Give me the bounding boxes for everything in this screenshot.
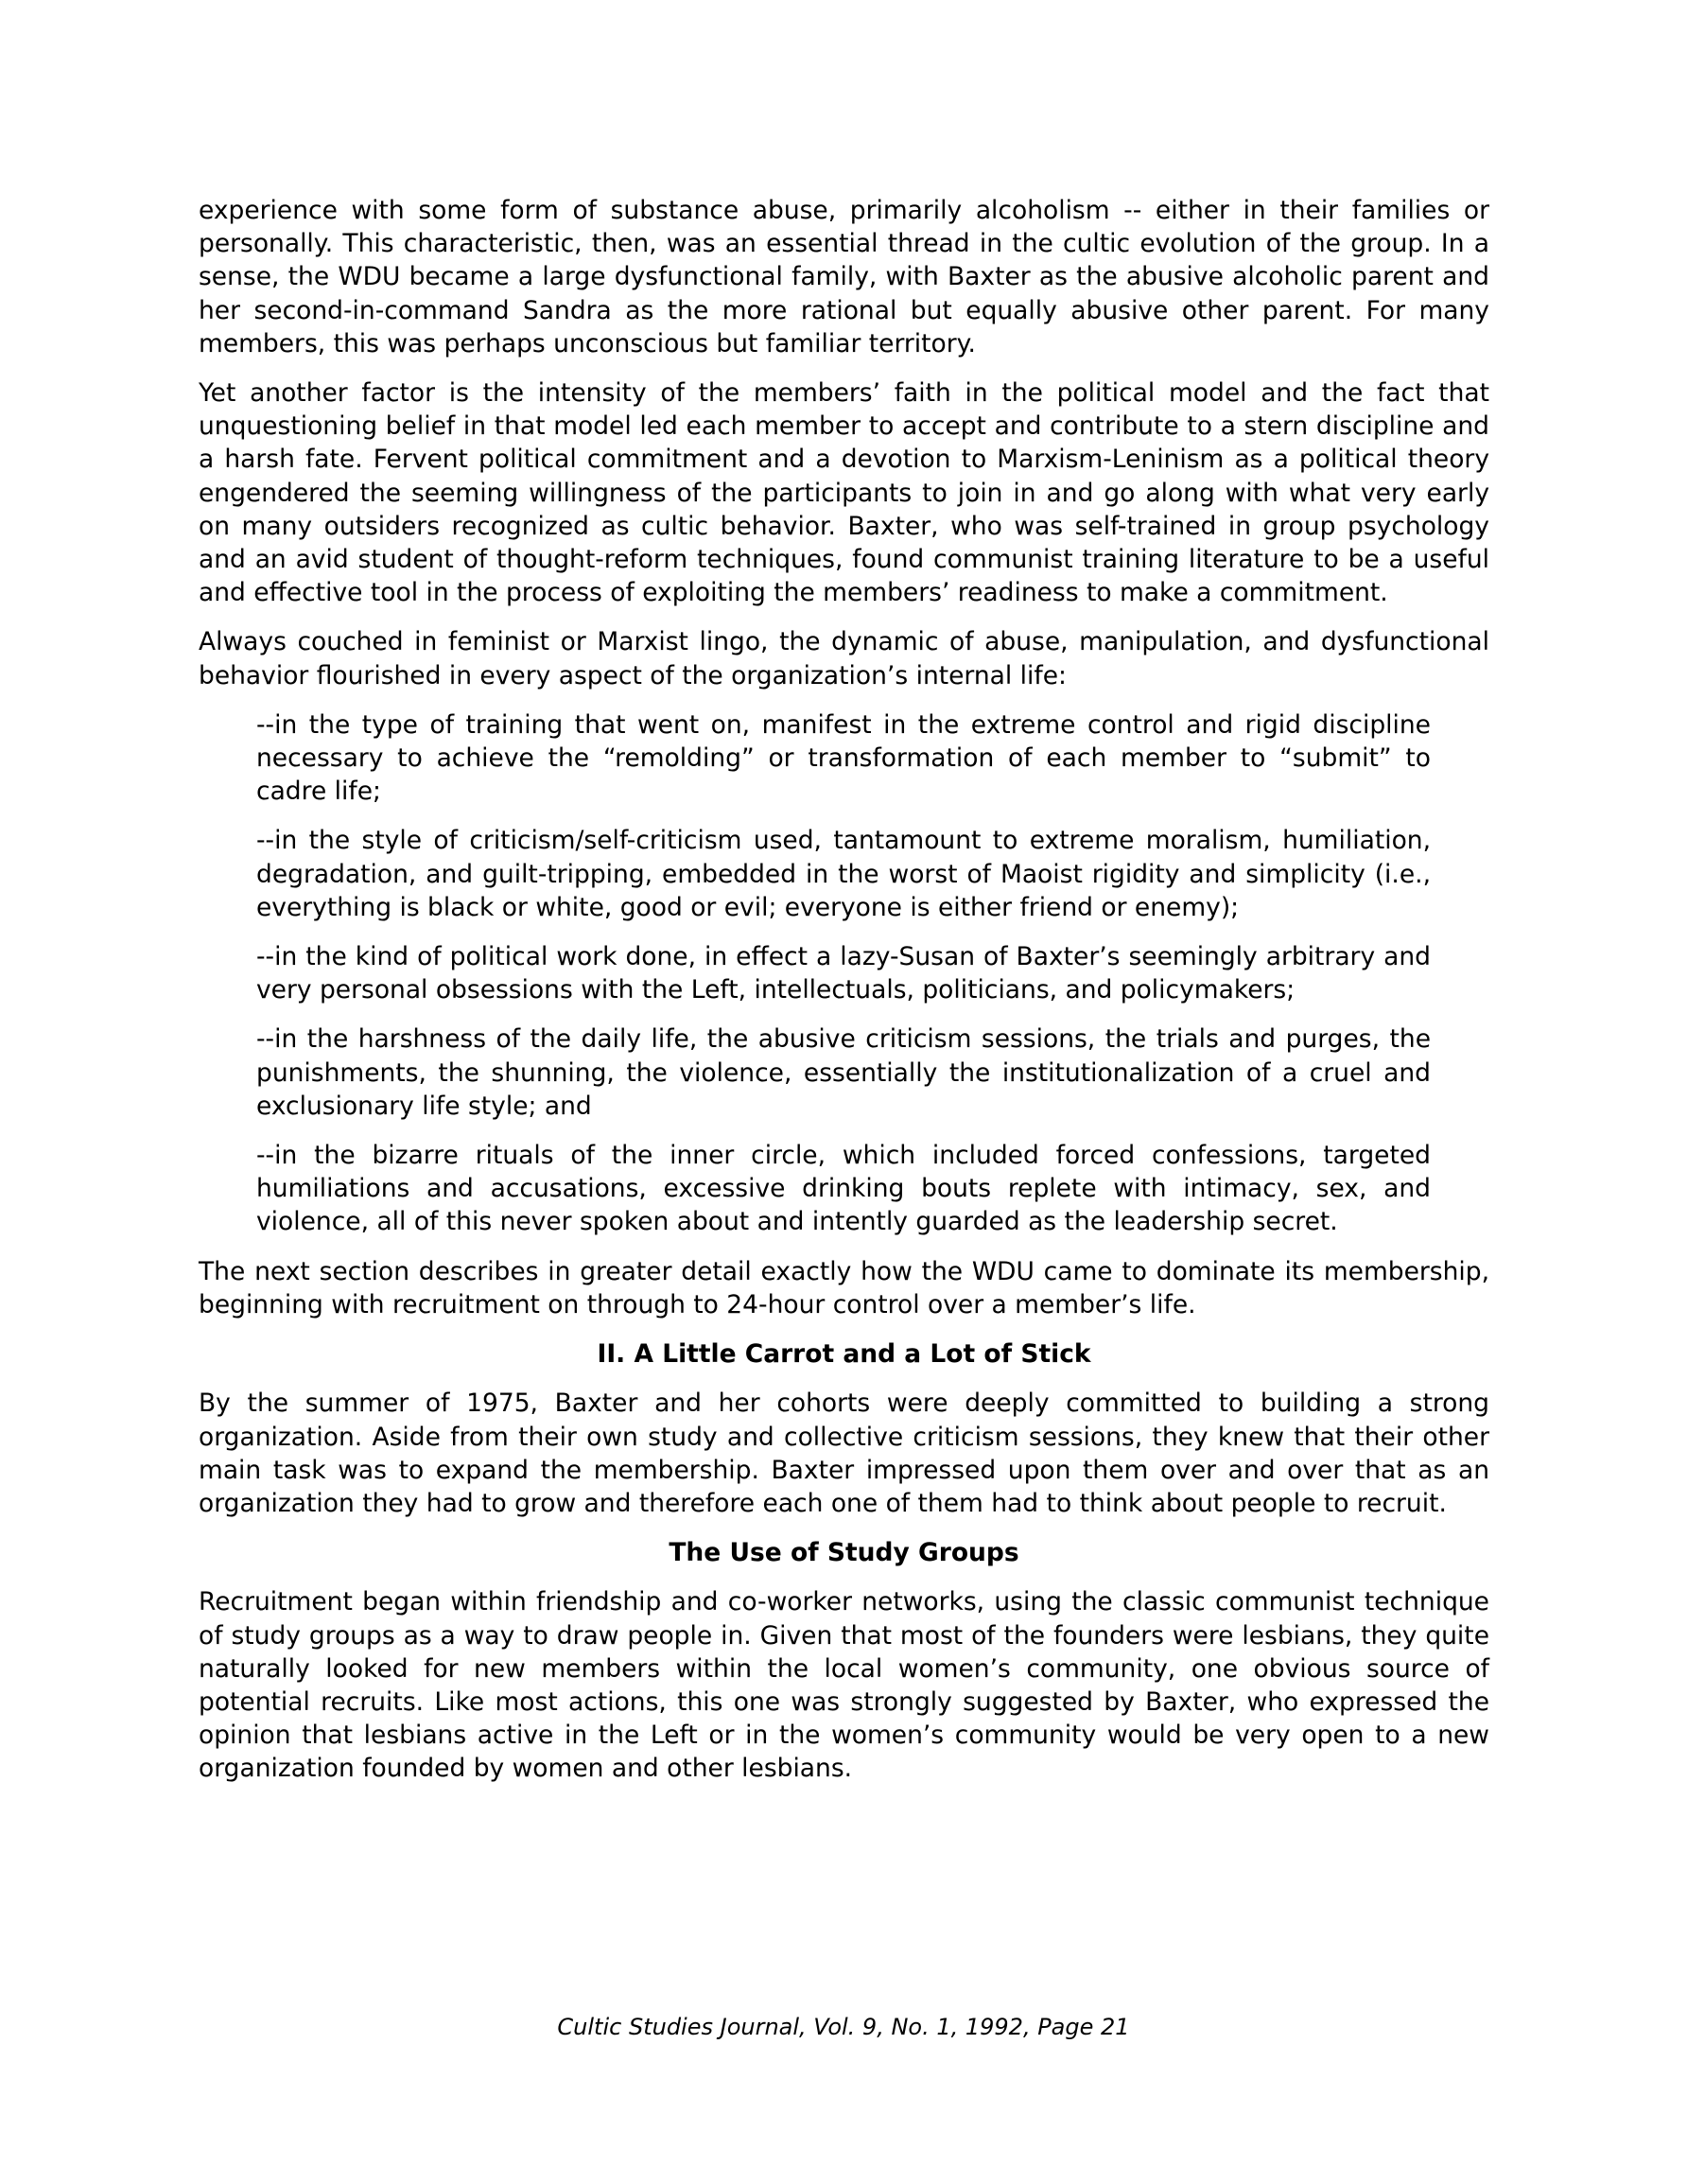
- indented-item-training: --in the type of training that went on, manifest in the extreme control and rigid discipline necessary to achieve the “remolding” or transformation of each member to “submit” to cadre life;: [256, 709, 1431, 807]
- paragraph-next-section: The next section describes in greater detail exactly how the WDU came to dominate its membership, beginning with recruitment on through to 24-hour control over a member’s life.: [199, 1256, 1489, 1319]
- paragraph-recruitment: Recruitment began within friendship and co-worker networks, using the classic communist technique of study groups as a way to draw people in. Given that most of the founders were lesbians, they quite naturally looked for new members within the local women’s community, one obvious source of potential recruits. Like most actions, this one was strongly suggested by Baxter, who expressed the opinion that lesbians active in the Left or in the women’s community would be very open to a new organization founded by women and other lesbians.: [199, 1587, 1489, 1784]
- page-footer: Cultic Studies Journal, Vol. 9, No. 1, 1992, Page 21: [557, 2014, 1130, 2040]
- subsection-heading-study-groups: The Use of Study Groups: [669, 1538, 1019, 1568]
- indented-item-inner-circle: --in the bizarre rituals of the inner circle, which included forced confessions, targeted humiliations and accusations, excessive drinking bouts replete with intimacy, sex, and violence, all of this never spoken about and intently guarded as the leadership secret.: [256, 1141, 1431, 1237]
- indented-item-criticism: --in the style of criticism/self-criticism used, tantamount to extreme moralism, humiliation, degradation, and guilt-tripping, embedded in the worst of Maoist rigidity and simplicity (i.e., everything is black or white, good or evil; everyone is either friend or enemy);: [256, 826, 1431, 922]
- document-body: [199, 194, 1489, 1802]
- paragraph-feminist-marxist-lingo: Always couched in feminist or Marxist lingo, the dynamic of abuse, manipulation, and dysfunctional behavior flourished in every aspect of the organization’s internal life:: [199, 627, 1489, 690]
- section-heading-carrot-stick: II. A Little Carrot and a Lot of Stick: [597, 1339, 1091, 1370]
- paragraph-substance-abuse: experience with some form of substance abuse, primarily alcoholism -- either in their families or personally. This characteristic, then, was an essential thread in the cultic evolution of the group. In a sense, the WDU became a large dysfunctional family, with Baxter as the abusive alcoholic parent and her second-in-command Sandra as the more rational but equally abusive other parent. For many members, this was perhaps unconscious but familiar territory.: [199, 196, 1489, 358]
- indented-item-daily-life: --in the harshness of the daily life, the abusive criticism sessions, the trials and purges, the punishments, the shunning, the violence, essentially the institutionalization of a cruel and exclusionary life style; and: [256, 1024, 1431, 1121]
- paragraph-political-faith: Yet another factor is the intensity of the members’ faith in the political model and the fact that unquestioning belief in that model led each member to accept and contribute to a stern discipline and a harsh fate. Fervent political commitment and a devotion to Marxism-Leninism as a political theory engendered the seeming willingness of the participants to join in and go along with what very early on many outsiders recognized as cultic behavior. Baxter, who was self-trained in group psychology and an avid student of thought-reform techniques, found communist training literature to be a useful and effective tool in the process of exploiting the members’ readiness to make a commitment.: [199, 378, 1489, 608]
- indented-item-political-work: --in the kind of political work done, in effect a lazy-Susan of Baxter’s seemingly arbitrary and very personal obsessions with the Left, intellectuals, politicians, and policymakers;: [256, 942, 1431, 1005]
- paragraph-summer-1975: By the summer of 1975, Baxter and her cohorts were deeply committed to building a strong organization. Aside from their own study and collective criticism sessions, they knew that their other main task was to expand the membership. Baxter impressed upon them over and over that as an organization they had to grow and therefore each one of them had to think about people to recruit.: [199, 1389, 1489, 1518]
